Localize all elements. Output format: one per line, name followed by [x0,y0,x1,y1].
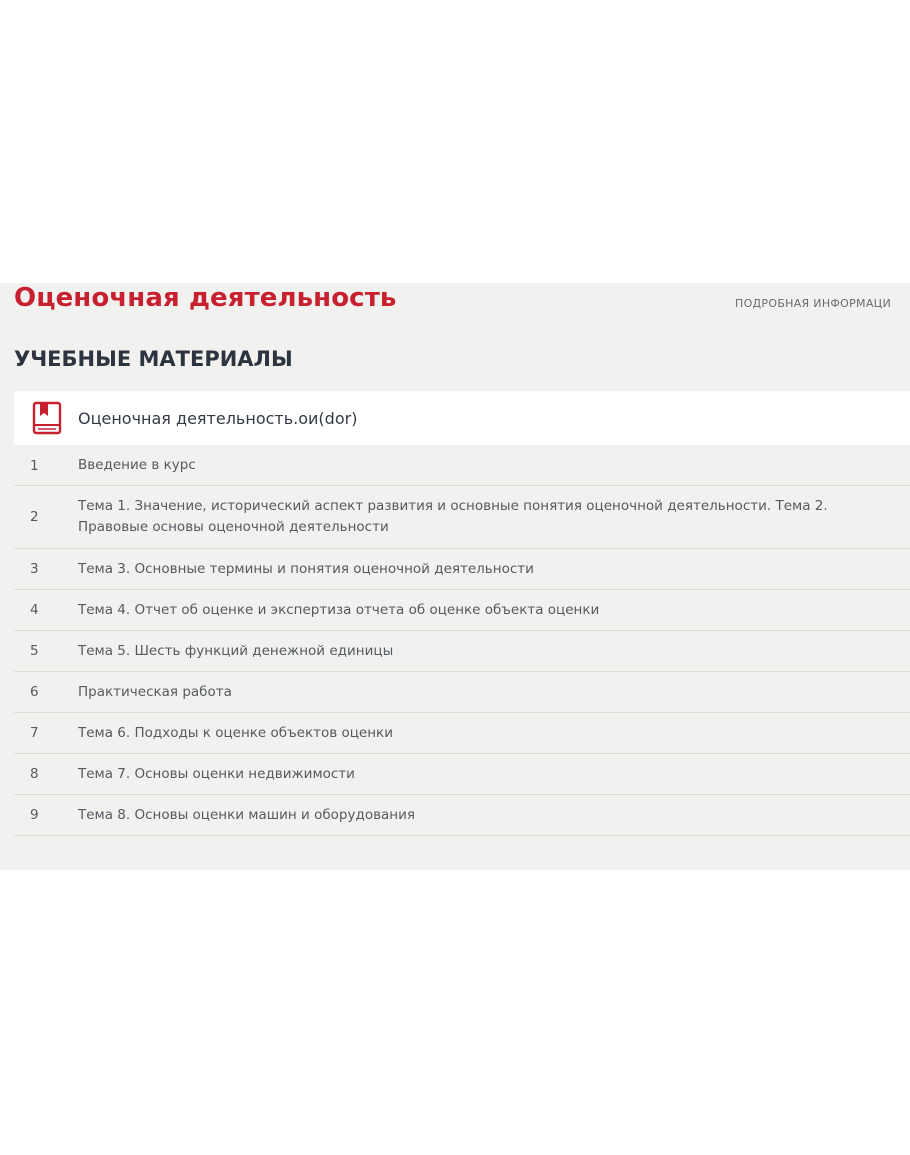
course-panel [0,283,910,870]
toc-item-title[interactable]: Тема 8. Основы оценки машин и оборудования [78,806,416,823]
toc-item-number: 6 [30,684,39,700]
toc-item-title[interactable]: Практическая работа [78,683,232,700]
toc-item-number: 9 [30,807,39,823]
toc-item-title[interactable]: Тема 5. Шесть функций денежной единицы [78,642,394,659]
toc-item-number: 8 [30,766,39,782]
toc-item-number: 3 [30,561,39,577]
toc-item-title[interactable]: Тема 3. Основные термины и понятия оценочной деятельности [78,560,534,577]
course-title: Оценочная деятельность [14,283,397,313]
toc-item-title[interactable]: Тема 6. Подходы к оценке объектов оценки [78,724,393,741]
toc-item-number: 2 [30,509,39,525]
toc-item[interactable] [14,486,910,549]
toc-item-number: 4 [30,602,39,618]
resource-name: Оценочная деятельность.ои(dor) [78,408,358,428]
toc-item[interactable] [14,672,910,713]
toc-item-number: 1 [30,457,39,474]
toc-list [14,446,910,836]
section-title: УЧЕБНЫЕ МАТЕРИАЛЫ [14,347,293,371]
details-link[interactable]: ПОДРОБНАЯ ИНФОРМАЦИ [735,297,892,310]
toc-item[interactable] [14,713,910,754]
toc-item[interactable] [14,795,910,836]
toc-item[interactable] [14,631,910,672]
toc-item-title[interactable]: Тема 4. Отчет об оценке и экспертиза отчета об оценке объекта оценки [78,601,600,618]
toc-item[interactable] [14,446,910,486]
toc-item-title[interactable]: Тема 7. Основы оценки недвижимости [78,765,355,782]
toc-item[interactable] [14,549,910,590]
toc-item[interactable] [14,754,910,795]
toc-item-title[interactable]: Тема 1. Значение, исторический аспект развития и основные понятия оценочной деятельности. Тема 2. Правовые основы оценочной деятельности [78,498,828,535]
resource-header[interactable] [14,391,910,445]
book-icon [32,401,62,435]
toc-item-number: 7 [30,725,39,741]
toc-item-number: 5 [30,643,39,659]
toc-item-title[interactable]: Введение в курс [78,457,196,473]
toc-item[interactable] [14,590,910,631]
